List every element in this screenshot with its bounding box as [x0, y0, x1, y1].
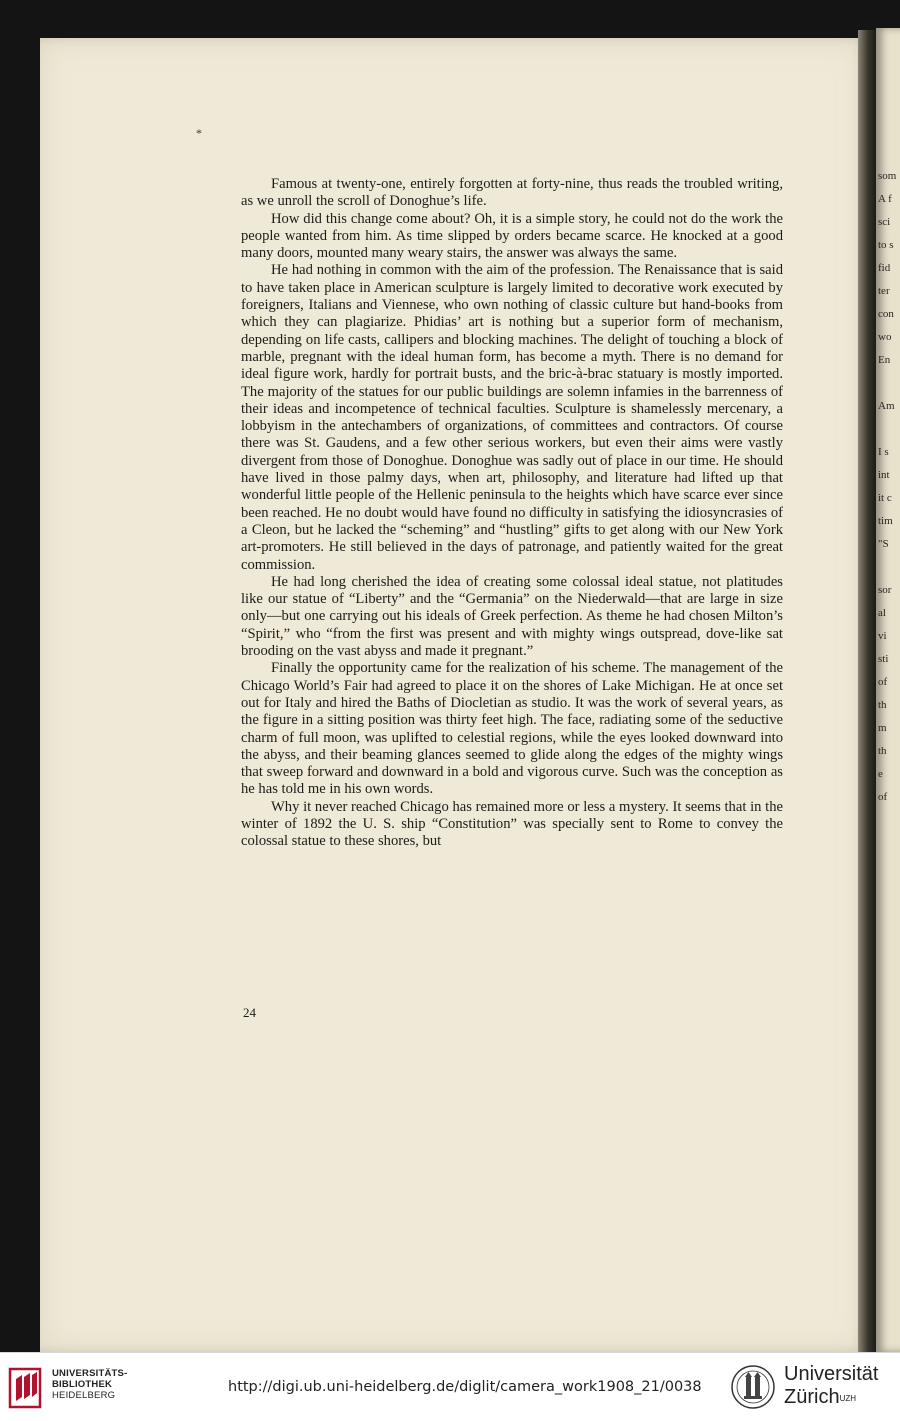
facing-page-fragment: sti	[878, 653, 889, 665]
library-name-line: HEIDELBERG	[52, 1390, 116, 1401]
permalink-url[interactable]: http://digi.ub.uni-heidelberg.de/diglit/camera_work1908_21/0038	[228, 1379, 702, 1395]
uzh-city: Zürich	[784, 1386, 840, 1408]
facing-page-fragment	[878, 372, 900, 395]
facing-page-fragment: con	[878, 308, 894, 320]
facing-page-fragment: vi	[878, 630, 887, 642]
facing-page-fragment: int	[878, 469, 890, 481]
facing-page-fragment: wo	[878, 331, 892, 343]
facing-page-fragment: of	[878, 676, 888, 688]
paragraph: How did this change come about? Oh, it is a simple story, he could not do the work the people wanted from him. As time slipped by orders became scarce. He knocked at a good many doors, mounted many weary stairs, the answer was always the same.	[241, 210, 783, 262]
library-name-line: BIBLIOTHEK	[52, 1379, 113, 1390]
facing-page-fragment: ter	[878, 285, 890, 297]
facing-page-fragment: th	[878, 745, 887, 757]
facing-page-fragment: e	[878, 768, 883, 780]
facing-page-fragment: fid	[878, 262, 891, 274]
facing-page-fragment	[878, 418, 900, 441]
library-name-line: UNIVERSITÄTS-	[52, 1368, 128, 1379]
facing-page-fragment: En	[878, 354, 891, 366]
facing-page-fragment: Am	[878, 400, 895, 412]
facing-page-fragment: al	[878, 607, 886, 619]
uzh-seal-icon	[730, 1364, 776, 1410]
paragraph: He had long cherished the idea of creating some colossal ideal statue, not platitudes like our statue of “Liberty” and the “Germania” on the Niederwald—that are large in size only—but one carrying out his ideals of Greek perfection. As theme he had chosen Milton’s “Spirit,” who “from the first was present and with mighty wings outspread, dove-like sat brooding on the vast abyss and made it pregnant.”	[241, 573, 783, 660]
facing-page-fragment: of	[878, 791, 888, 803]
uzh-superscript: UZH	[839, 1394, 857, 1403]
paragraph: Finally the opportunity came for the realization of his scheme. The management of the Chicago World’s Fair had agreed to place it on the shores of Lake Michigan. He at once set out for Italy and hired the Baths of Diocletian as studio. It was the work of several years, as the figure in a sitting position was thirty feet high. The face, radiating some of the seductive charm of full moon, was uplifted to celestial regions, while the eyes looked downward into the abyss, and their beaming glances seemed to glide along the edges of the mighty wings that sweep forward and downward in a bold and vigorous curve. Such was the conception as he has told me in his own words.	[241, 660, 783, 798]
uzh-name-line: Universität	[784, 1363, 879, 1385]
page-number: 24	[243, 1005, 256, 1020]
facing-page-fragment: it c	[878, 492, 892, 504]
uzh-wordmark	[784, 1363, 878, 1409]
paragraph: Famous at twenty-one, entirely forgotten at forty-nine, thus reads the troubled writing, as we unroll the scroll of Donoghue’s life.	[241, 176, 783, 210]
body-text	[241, 176, 783, 851]
facing-page-text-fragments	[878, 165, 900, 809]
facing-page-fragment: tim	[878, 515, 893, 527]
page-mark: *	[196, 126, 202, 140]
facing-page-fragment: to s	[878, 239, 894, 251]
facing-page-fragment: sor	[878, 584, 892, 596]
facing-page-fragment: "S	[878, 538, 889, 550]
facing-page-fragment: sci	[878, 216, 891, 228]
heidelberg-library-name	[52, 1368, 127, 1401]
facing-page-fragment: m	[878, 722, 887, 734]
paragraph: He had nothing in common with the aim of the profession. The Renaissance that is said to have taken place in American sculpture is largely limited to decorative work executed by foreigners, Italians and Viennese, who own nothing of classic culture but hand-books from which they can plagiarize. Phidias’ art is nothing but a superior form of mechanism, depending on life casts, callipers and blocking machines. The delight of touching a block of marble, pregnant with the ideal human form, has become a myth. There is no demand for ideal figure work, hardly for portrait busts, and the bric-à-brac statuary is mostly imported. The majority of the statues for our public buildings are solemn infamies in the barrenness of their ideas and incompetence of technical faculties. Sculpture is shamelessly mercenary, a lobbyism in the antechambers of organizations, of committees and contractors. Of course there was St. Gaudens, and a few other serious workers, but even their aims were vastly divergent from those of Donoghue. Donoghue was sadly out of place in our time. He should have lived in those palmy days, when art, philosophy, and literature had lifted up that wonderful little people of the Hellenic peninsula to the heights which have scarce ever since been reached. He no doubt would have found no difficulty in satisfying the idiosyncrasies of a Cleon, but he lacked the “scheming” and “hustling” gifts to get along with our New York art-promoters. He still believed in the days of patronage, and patiently waited for the great commission.	[241, 262, 783, 573]
heidelberg-library-logo-icon	[8, 1365, 44, 1409]
facing-page-fragment: som	[878, 170, 897, 182]
paragraph: Why it never reached Chicago has remained more or less a mystery. It seems that in the winter of 1892 the U. S. ship “Constitution” was specially sent to Rome to convey the colossal statue to these shores, but	[241, 798, 783, 850]
uzh-name-line	[784, 1385, 878, 1409]
facing-page-fragment: A f	[878, 193, 892, 205]
facing-page-fragment: th	[878, 699, 887, 711]
viewer-footer	[0, 1352, 900, 1421]
facing-page-fragment	[878, 556, 900, 579]
facing-page-fragment: I s	[878, 446, 889, 458]
